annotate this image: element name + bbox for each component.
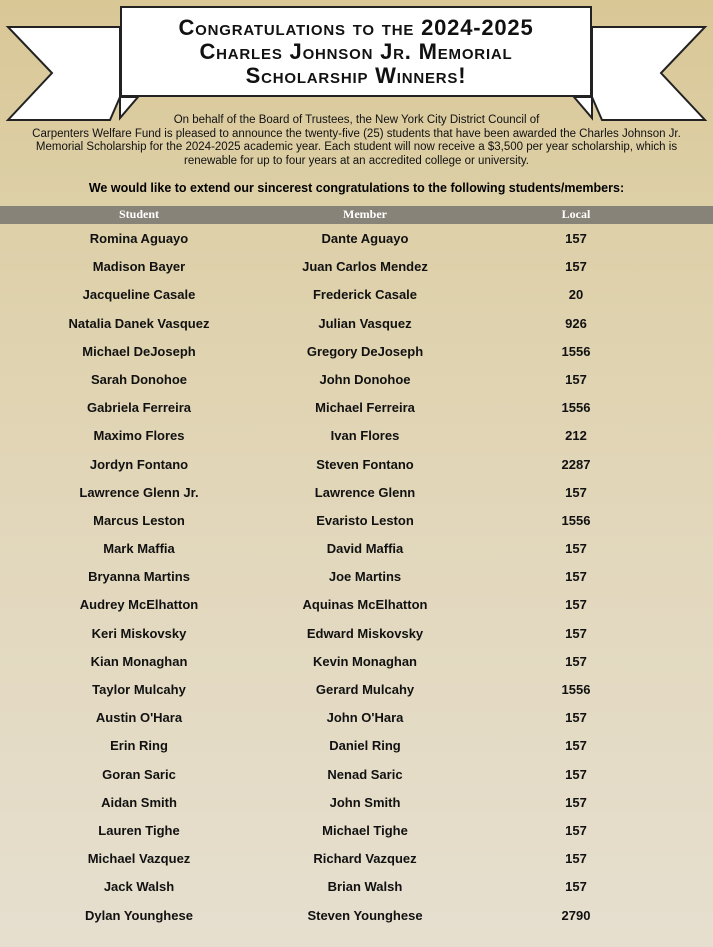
student-name: Michael Vazquez <box>87 851 191 867</box>
student-name: Gabriela Ferreira <box>86 400 192 416</box>
member-name: Juan Carlos Mendez <box>302 259 428 275</box>
table-row <box>0 478 713 506</box>
member-name: Gerard Mulcahy <box>315 682 415 697</box>
local-number: 1556 <box>561 343 591 359</box>
title-banner <box>120 6 592 97</box>
member-name: Steven Younghese <box>307 907 423 923</box>
table-row <box>0 562 713 590</box>
table-row <box>0 506 713 534</box>
table-row <box>0 901 713 929</box>
table-row <box>0 731 713 759</box>
member-name: Brian Walsh <box>327 879 403 895</box>
student-name: Romina Aguayo <box>89 231 189 246</box>
member-name: Frederick Casale <box>312 287 418 303</box>
column-header-student: Student <box>118 207 159 221</box>
table-row <box>0 760 713 788</box>
member-name: Nenad Saric <box>327 766 403 782</box>
local-number: 157 <box>565 653 587 669</box>
student-name: Michael DeJoseph <box>82 343 196 359</box>
local-number: 157 <box>565 851 587 867</box>
member-name: Aquinas McElhatton <box>302 597 428 613</box>
member-name: John Smith <box>329 794 401 810</box>
student-name: Keri Miskovsky <box>91 625 187 641</box>
member-name: Lawrence Glenn <box>314 484 416 500</box>
ribbon-right-tail <box>592 27 705 120</box>
member-name: Kevin Monaghan <box>312 653 417 669</box>
local-number: 157 <box>565 569 587 585</box>
table-row <box>0 365 713 393</box>
local-number: 20 <box>568 287 584 303</box>
table-row <box>0 816 713 844</box>
title-line-2: Charles Johnson Jr. Memorial <box>199 38 513 64</box>
member-name: Richard Vazquez <box>313 851 417 867</box>
student-name: Maximo Flores <box>93 428 185 444</box>
column-header-local: Local <box>561 207 591 221</box>
local-number: 2790 <box>561 907 591 923</box>
student-name: Audrey McElhatton <box>79 597 199 613</box>
member-name: Gregory DeJoseph <box>306 343 424 359</box>
member-name: Dante Aguayo <box>321 231 409 246</box>
table-row <box>0 619 713 647</box>
member-name: Steven Fontano <box>316 456 414 472</box>
student-name: Jack Walsh <box>103 879 175 895</box>
winners-table-body <box>0 224 713 929</box>
member-name: John O'Hara <box>326 710 404 726</box>
local-number: 2287 <box>561 456 591 472</box>
student-name: Sarah Donohoe <box>90 371 188 387</box>
table-row <box>0 534 713 562</box>
table-row <box>0 337 713 365</box>
student-name: Erin Ring <box>110 738 168 754</box>
student-name: Bryanna Martins <box>88 569 190 585</box>
local-number: 157 <box>565 794 587 810</box>
member-name: Michael Tighe <box>322 822 408 838</box>
student-name: Dylan Younghese <box>85 907 193 923</box>
table-row <box>0 450 713 478</box>
member-name: Julian Vasquez <box>318 315 412 331</box>
table-row <box>0 590 713 618</box>
local-number: 926 <box>565 315 587 331</box>
student-name: Goran Saric <box>102 766 176 782</box>
local-number: 1556 <box>561 512 591 528</box>
table-row <box>0 421 713 449</box>
ribbon-left-tail <box>8 27 120 120</box>
member-name: David Maffia <box>326 541 404 557</box>
title-line-1: Congratulations to the 2024-2025 <box>178 14 534 40</box>
table-row <box>0 647 713 675</box>
local-number: 157 <box>565 710 587 726</box>
intro-paragraph <box>10 114 703 168</box>
local-number: 212 <box>565 428 587 444</box>
student-name: Austin O'Hara <box>95 710 183 726</box>
member-name: John Donohoe <box>319 371 411 387</box>
local-number: 157 <box>565 259 587 275</box>
local-number: 157 <box>565 541 587 557</box>
student-name: Jordyn Fontano <box>89 456 189 472</box>
intro-line-3: Memorial Scholarship for the 2024-2025 academic year. Each student will now receive a $3,500 per year scholarship, which is <box>35 141 678 153</box>
local-number: 157 <box>565 597 587 613</box>
student-name: Jacqueline Casale <box>82 287 196 303</box>
local-number: 157 <box>565 231 587 246</box>
member-name: Edward Miskovsky <box>306 625 424 641</box>
student-name: Lauren Tighe <box>98 822 180 838</box>
congratulations-subheading: We would like to extend our sincerest congratulations to the following students/members: <box>88 181 625 195</box>
member-name: Daniel Ring <box>329 738 401 754</box>
student-name: Natalia Danek Vasquez <box>68 315 210 331</box>
student-name: Aidan Smith <box>101 794 177 810</box>
title-line-3: Scholarship Winners! <box>245 62 467 88</box>
local-number: 157 <box>565 371 587 387</box>
table-row <box>0 309 713 337</box>
student-name: Madison Bayer <box>92 259 186 275</box>
student-name: Taylor Mulcahy <box>92 682 186 697</box>
member-name: Joe Martins <box>328 569 402 585</box>
table-row <box>0 252 713 280</box>
intro-line-4: renewable for up to four years at an accredited college or university. <box>184 154 529 167</box>
table-row <box>0 393 713 421</box>
column-header-member: Member <box>343 207 387 221</box>
student-name: Lawrence Glenn Jr. <box>79 484 199 500</box>
local-number: 1556 <box>561 400 591 416</box>
intro-line-1: On behalf of the Board of Trustees, the New York City District Council of <box>173 114 540 126</box>
table-header <box>0 206 713 224</box>
table-row <box>0 224 713 252</box>
member-name: Ivan Flores <box>330 428 400 444</box>
local-number: 157 <box>565 766 587 782</box>
member-name: Michael Ferreira <box>315 400 415 416</box>
student-name: Mark Maffia <box>103 541 175 557</box>
local-number: 157 <box>565 484 587 500</box>
table-row <box>0 675 713 703</box>
local-number: 157 <box>565 822 587 838</box>
local-number: 157 <box>565 879 587 895</box>
local-number: 157 <box>565 625 587 641</box>
table-row <box>0 703 713 731</box>
table-row <box>0 280 713 308</box>
table-row <box>0 872 713 900</box>
table-row <box>0 844 713 872</box>
member-name: Evaristo Leston <box>316 512 414 528</box>
intro-line-2: Carpenters Welfare Fund is pleased to announce the twenty-five (25) students that have been awarded the Charles Johnson Jr. <box>32 127 681 140</box>
local-number: 1556 <box>561 682 591 697</box>
student-name: Marcus Leston <box>93 512 185 528</box>
student-name: Kian Monaghan <box>90 653 188 669</box>
table-row <box>0 788 713 816</box>
local-number: 157 <box>565 738 587 754</box>
